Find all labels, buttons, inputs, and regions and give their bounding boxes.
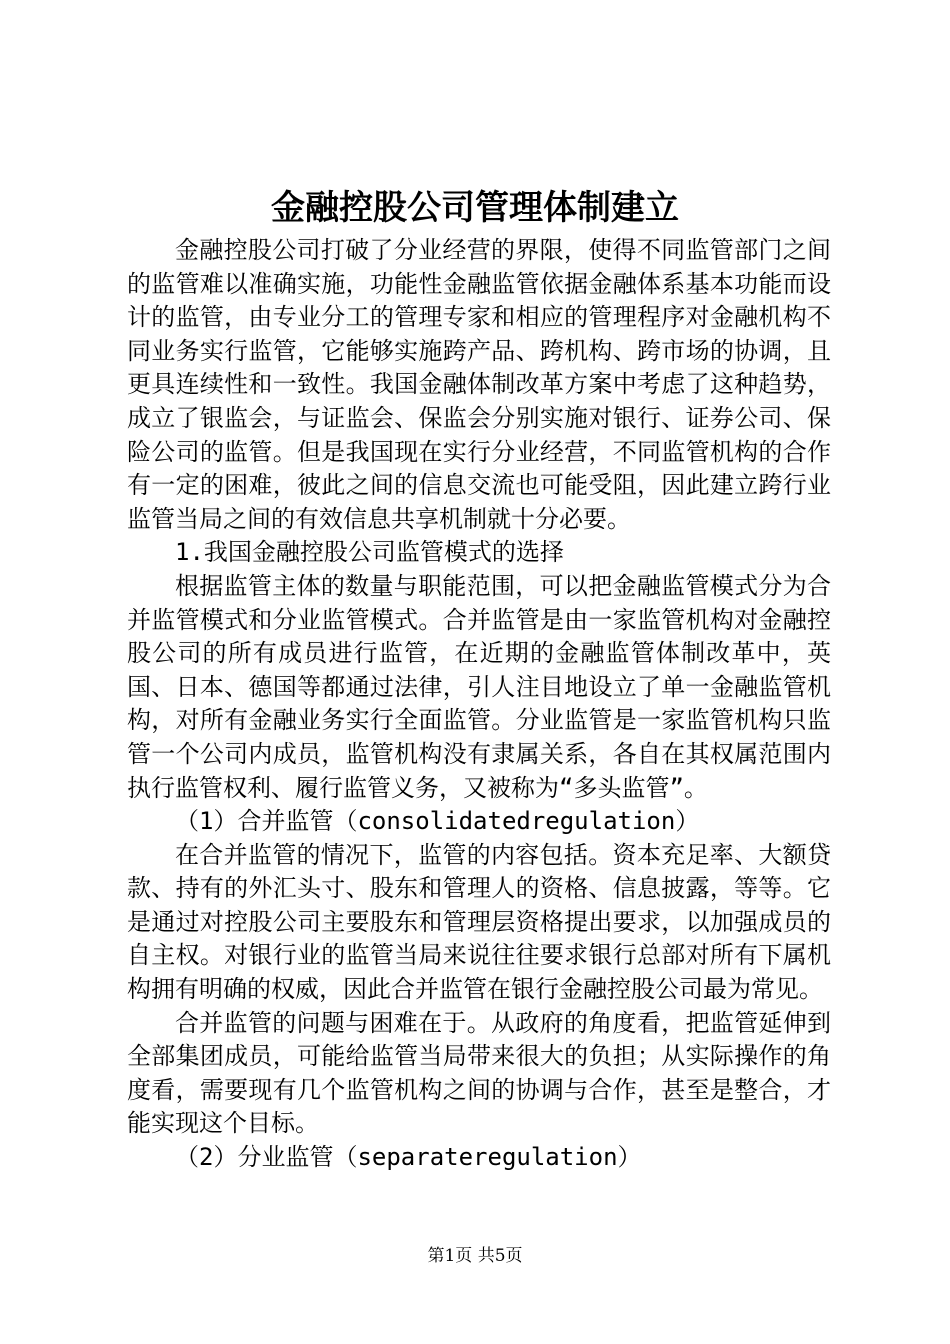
subsection-heading-separate: （2）分业监管（separateregulation） — [175, 1143, 642, 1172]
paragraph-consolidated-problems: 合并监管的问题与困难在于。从政府的角度看，把监管延伸到全部集团成员，可能给监管当局带来很大的负担；从实际操作的角度看，需要现有几个监管机构之间的协调与合作，甚至是整合，才能实现这个目标。 — [127, 1008, 831, 1138]
subsection-heading-consolidated: （1）合并监管（consolidatedregulation） — [175, 807, 700, 836]
page-footer: 第1页 共5页 — [427, 1246, 523, 1266]
section-heading-1: 1.我国金融控股公司监管模式的选择 — [175, 538, 564, 567]
document-body — [127, 234, 831, 1175]
paragraph-consolidated-content: 在合并监管的情况下，监管的内容包括。资本充足率、大额贷款、持有的外汇头寸、股东和管理人的资格、信息披露，等等。它是通过对控股公司主要股东和管理层资格提出要求，以加强成员的自主权。对银行业的监管当局来说往往要求银行总部对所有下属机构拥有明确的权威，因此合并监管在银行金融控股公司最为常见。 — [127, 840, 831, 1004]
document-title: 金融控股公司管理体制建立 — [271, 188, 679, 228]
paragraph-supervision-models: 根据监管主体的数量与职能范围，可以把金融监管模式分为合并监管模式和分业监管模式。合并监管是由一家监管机构对金融控股公司的所有成员进行监管，在近期的金融监管体制改革中，英国、日本、德国等都通过法律，引人注目地设立了单一金融监管机构，对所有金融业务实行全面监管。分业监管是一家监管机构只监管一个公司内成员，监管机构没有隶属关系，各自在其权属范围内执行监管权利、履行监管义务，又被称为“多头监管”。 — [127, 571, 831, 802]
paragraph-intro: 金融控股公司打破了分业经营的界限，使得不同监管部门之间的监管难以准确实施，功能性金融监管依据金融体系基本功能而设计的监管，由专业分工的管理专家和相应的管理程序对金融机构不同业务实行监管，它能够实施跨产品、跨机构、跨市场的协调，且更具连续性和一致性。我国金融体制改革方案中考虑了这种趋势，成立了银监会，与证监会、保监会分别实施对银行、证券公司、保险公司的监管。但是我国现在实行分业经营，不同监管机构的合作有一定的困难，彼此之间的信息交流也可能受阻，因此建立跨行业监管当局之间的有效信息共享机制就十分必要。 — [127, 236, 831, 533]
